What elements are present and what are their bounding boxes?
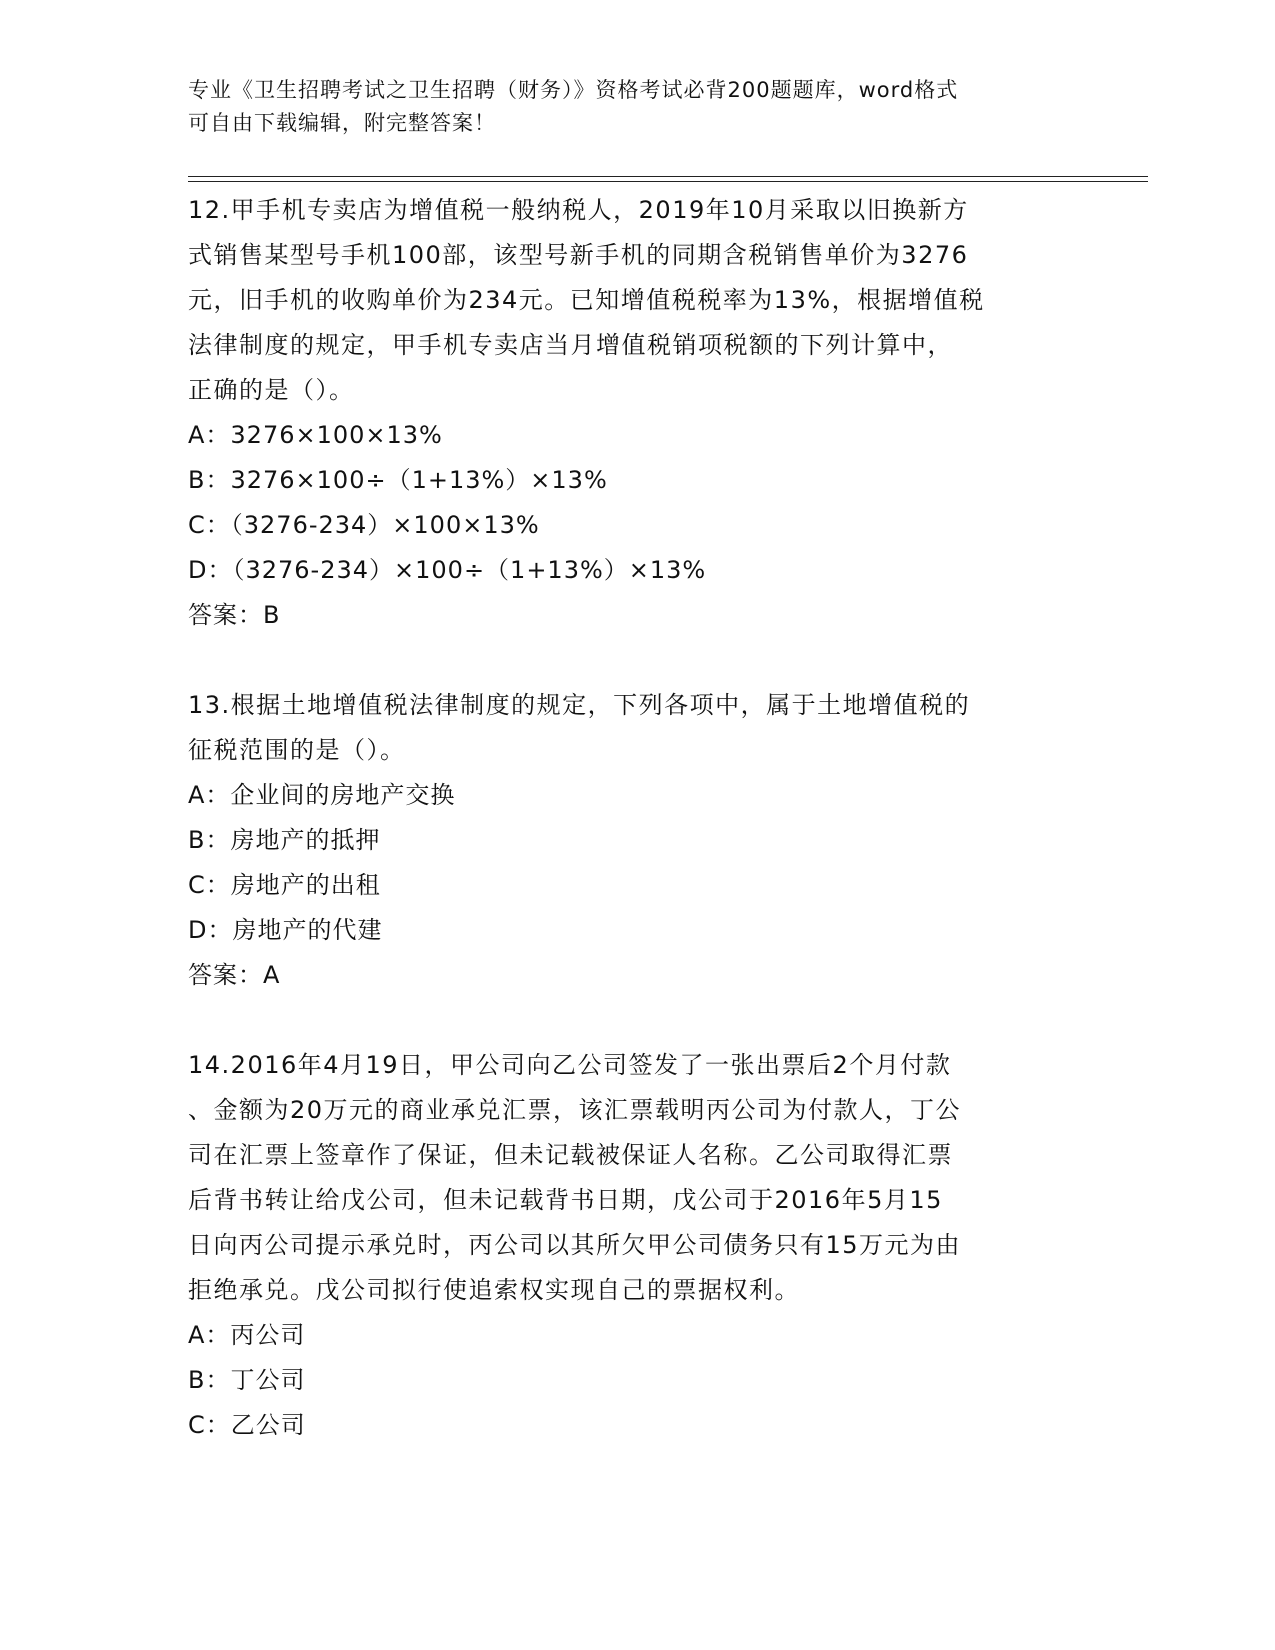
option-a: A：丙公司 [188, 1321, 306, 1349]
question-line: 司在汇票上签章作了保证，但未记载被保证人名称。乙公司取得汇票 [188, 1141, 953, 1169]
option-a: A：3276×100×13% [188, 421, 443, 449]
question-line: 12.甲手机专卖店为增值税一般纳税人，2019年10月采取以旧换新方 [188, 196, 969, 224]
spacer [188, 998, 1088, 1043]
header-divider-bottom [188, 181, 1148, 182]
option-c: C：房地产的出租 [188, 871, 381, 899]
spacer [188, 638, 1088, 683]
question-12 [188, 188, 1088, 638]
header-line-2: 可自由下载编辑，附完整答案！ [188, 111, 496, 135]
question-line: 正确的是（）。 [188, 376, 355, 404]
option-a: A：企业间的房地产交换 [188, 781, 456, 809]
question-line: 征税范围的是（）。 [188, 736, 406, 764]
option-c: C：（3276-234）×100×13% [188, 511, 540, 539]
header-line-1: 专业《卫生招聘考试之卫生招聘（财务）》资格考试必背200题题库，word格式 [188, 78, 959, 102]
option-b: B：3276×100÷（1+13%）×13% [188, 466, 608, 494]
answer-label: 答案：A [188, 961, 281, 989]
question-line: 后背书转让给戊公司，但未记载背书日期，戊公司于2016年5月15 [188, 1186, 943, 1214]
option-b: B：房地产的抵押 [188, 826, 381, 854]
answer-label: 答案：B [188, 601, 281, 629]
document-header [188, 74, 1088, 140]
question-line: 13.根据土地增值税法律制度的规定，下列各项中，属于土地增值税的 [188, 691, 971, 719]
question-line: 元，旧手机的收购单价为234元。已知增值税税率为13%，根据增值税 [188, 286, 985, 314]
question-line: 式销售某型号手机100部，该型号新手机的同期含税销售单价为3276 [188, 241, 969, 269]
question-line: 、金额为20万元的商业承兑汇票，该汇票载明丙公司为付款人，丁公 [188, 1096, 962, 1124]
option-c: C：乙公司 [188, 1411, 306, 1439]
question-14 [188, 1043, 1088, 1448]
option-b: B：丁公司 [188, 1366, 306, 1394]
question-line: 日向丙公司提示承兑时，丙公司以其所欠甲公司债务只有15万元为由 [188, 1231, 962, 1259]
question-list [188, 188, 1088, 1448]
question-line: 14.2016年4月19日，甲公司向乙公司签发了一张出票后2个月付款 [188, 1051, 952, 1079]
question-line: 拒绝承兑。戊公司拟行使追索权实现自己的票据权利。 [188, 1276, 800, 1304]
header-divider-top [188, 176, 1148, 177]
option-d: D：（3276-234）×100÷（1+13%）×13% [188, 556, 707, 584]
option-d: D：房地产的代建 [188, 916, 383, 944]
question-13 [188, 683, 1088, 998]
question-line: 法律制度的规定，甲手机专卖店当月增值税销项税额的下列计算中， [188, 331, 953, 359]
